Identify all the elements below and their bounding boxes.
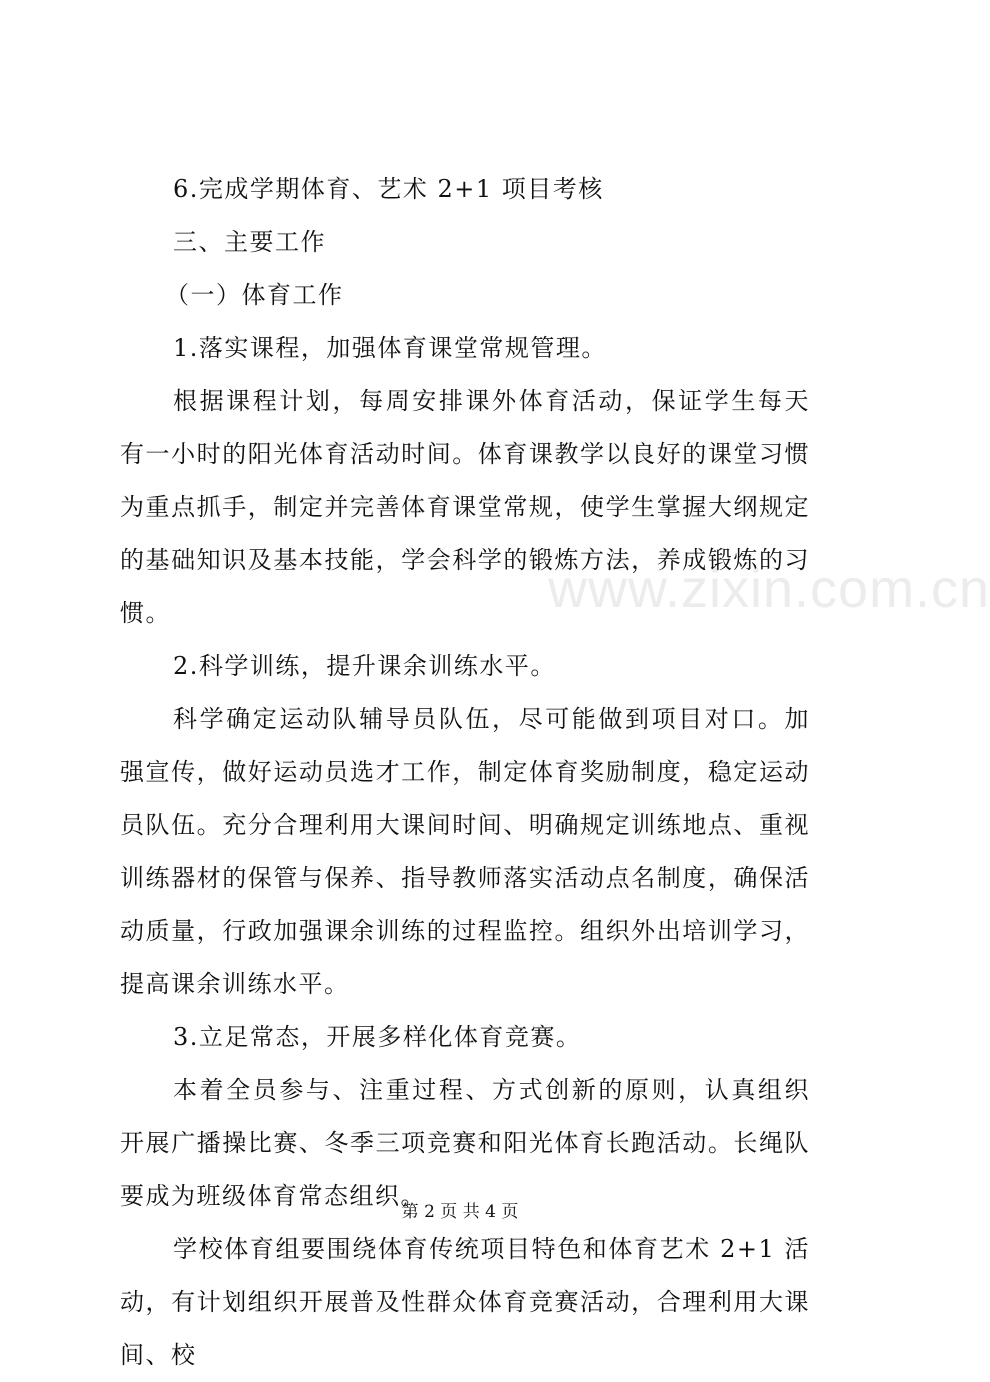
list-item: 6.完成学期体育、艺术 2+1 项目考核	[173, 175, 604, 203]
body-paragraph: 科学确定运动队辅导员队伍，尽可能做到项目对口。加强宣传，做好运动员选才工作，制定体育奖励制度，稳定运动员队伍。充分合理利用大课间时间、明确规定训练地点、重视训练器材的保管与保养、指导教师落实活动点名制度，确保活动质量，行政加强课余训练的过程监控。组织外出培训学习，提高课余训练水平。	[120, 705, 810, 998]
page-footer: 第 2 页 共 4 页	[401, 1202, 519, 1222]
list-item: 2.科学训练，提升课余训练水平。	[173, 652, 556, 680]
watermark: www.zixin.com.cn	[548, 559, 990, 619]
list-item: 3.立足常态，开展多样化体育竞赛。	[173, 1023, 582, 1051]
body-paragraph: 本着全员参与、注重过程、方式创新的原则，认真组织开展广播操比赛、冬季三项竞赛和阳光体育长跑活动。长绳队要成为班级体育常态组织。	[120, 1076, 810, 1210]
subsection-heading: （一）体育工作	[165, 281, 344, 309]
body-paragraph: 根据课程计划，每周安排课外体育活动，保证学生每天有一小时的阳光体育活动时间。体育课教学以良好的课堂习惯为重点抓手，制定并完善体育课堂常规，使学生掌握大纲规定的基础知识及基本技能，学会科学的锻炼方法，养成锻炼的习惯。	[120, 387, 810, 627]
body-paragraph: 学校体育组要围绕体育传统项目特色和体育艺术 2+1 活动，有计划组织开展普及性群众体育竞赛活动，合理利用大课间、校	[120, 1235, 810, 1369]
list-item: 1.落实课程，加强体育课堂常规管理。	[173, 334, 607, 362]
section-heading: 三、主要工作	[173, 228, 326, 256]
